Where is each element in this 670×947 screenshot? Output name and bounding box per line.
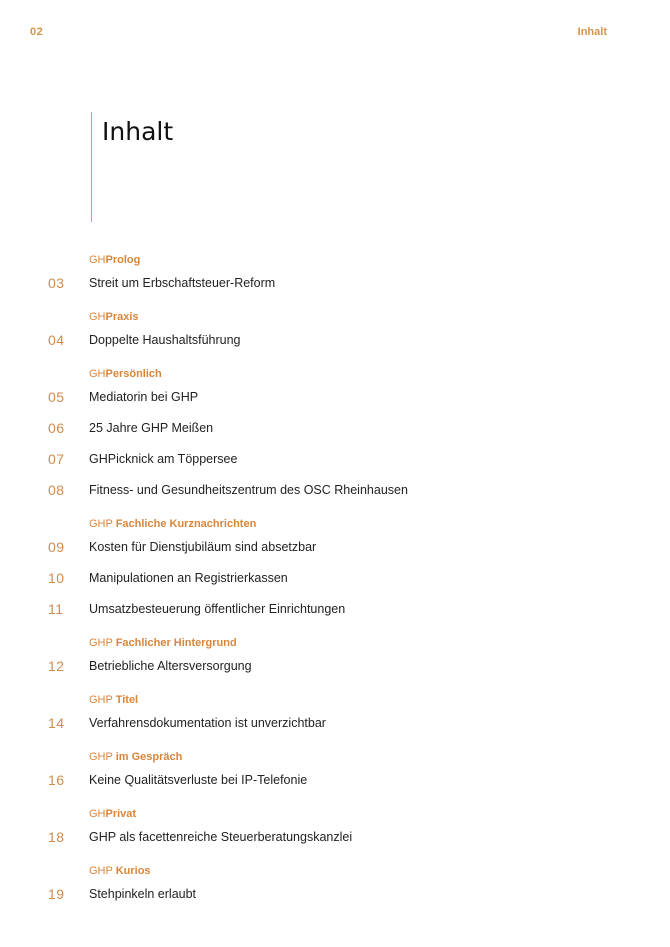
toc-entry[interactable] — [0, 535, 670, 566]
section-heading — [0, 860, 670, 882]
toc-entry-page-number: 19 — [48, 886, 65, 902]
toc-entry-title: Keine Qualitätsverluste bei IP-Telefonie — [89, 773, 308, 787]
section-heading-name: Praxis — [105, 311, 139, 323]
toc-entry-title: Fitness- und Gesundheitszentrum des OSC Rheinhausen — [89, 483, 408, 497]
section-heading-prefix: GHP — [89, 518, 116, 530]
section-heading-name: Kurios — [115, 865, 151, 877]
toc-entry-title: Betriebliche Altersversorgung — [89, 659, 252, 673]
toc-entry-title: Mediatorin bei GHP — [89, 390, 199, 404]
toc-section — [0, 513, 670, 632]
toc-entry-page-number: 06 — [48, 420, 65, 436]
toc-entry-page-number: 18 — [48, 829, 65, 845]
toc-section — [0, 803, 670, 860]
toc-entry-page-number: 04 — [48, 332, 65, 348]
toc-entry[interactable] — [0, 711, 670, 742]
toc-entry-title: Manipulationen an Registrierkassen — [89, 571, 288, 585]
toc-entry-page-number: 12 — [48, 658, 65, 674]
section-spacer — [0, 913, 670, 917]
toc-entry-page-number: 03 — [48, 275, 65, 291]
section-heading-name: Prolog — [105, 254, 141, 266]
toc-entry-title: Umsatzbesteuerung öffentlicher Einrichtungen — [89, 602, 346, 616]
section-heading — [0, 746, 670, 768]
section-heading — [0, 689, 670, 711]
section-heading-prefix: GH — [89, 368, 106, 380]
section-heading-prefix: GHP — [89, 751, 116, 763]
running-title: Inhalt — [577, 26, 607, 38]
section-heading-prefix: GHP — [89, 865, 116, 877]
toc-entry[interactable] — [0, 416, 670, 447]
toc-entry-title: GHPicknick am Töppersee — [89, 452, 238, 466]
toc-entry[interactable] — [0, 654, 670, 685]
toc-entry[interactable] — [0, 882, 670, 913]
section-heading-name: Fachliche Kurznachrichten — [115, 518, 257, 530]
section-heading-prefix: GH — [89, 254, 106, 266]
toc-entry[interactable] — [0, 566, 670, 597]
toc-entry-title: Stehpinkeln erlaubt — [89, 887, 197, 901]
table-of-contents — [0, 249, 670, 917]
section-heading-name: Persönlich — [105, 368, 162, 380]
toc-entry-page-number: 14 — [48, 715, 65, 731]
toc-entry-title: 25 Jahre GHP Meißen — [89, 421, 214, 435]
toc-entry-page-number: 10 — [48, 570, 65, 586]
toc-section — [0, 249, 670, 306]
section-heading — [0, 306, 670, 328]
toc-entry-page-number: 11 — [48, 601, 64, 617]
section-heading — [0, 363, 670, 385]
toc-entry[interactable] — [0, 478, 670, 509]
toc-entry[interactable] — [0, 385, 670, 416]
toc-section — [0, 746, 670, 803]
toc-section — [0, 306, 670, 363]
toc-entry-page-number: 07 — [48, 451, 65, 467]
toc-entry[interactable] — [0, 768, 670, 799]
page-title: Inhalt — [102, 117, 174, 146]
toc-section — [0, 632, 670, 689]
toc-entry-title: Kosten für Dienstjubiläum sind absetzbar — [89, 540, 317, 554]
toc-entry-title: GHP als facettenreiche Steuerberatungskanzlei — [89, 830, 353, 844]
page-number: 02 — [30, 26, 44, 38]
toc-entry-page-number: 09 — [48, 539, 65, 555]
toc-entry-title: Streit um Erbschaftsteuer-Reform — [89, 276, 276, 290]
section-heading-prefix: GHP — [89, 694, 116, 706]
toc-entry-title: Doppelte Haushaltsführung — [89, 333, 241, 347]
toc-entry[interactable] — [0, 597, 670, 628]
toc-entry[interactable] — [0, 271, 670, 302]
section-heading — [0, 513, 670, 535]
toc-entry-page-number: 05 — [48, 389, 65, 405]
section-heading-name: im Gespräch — [115, 751, 183, 763]
toc-entry-page-number: 08 — [48, 482, 65, 498]
section-heading-prefix: GHP — [89, 637, 116, 649]
section-heading-name: Fachlicher Hintergrund — [115, 637, 237, 649]
section-heading-name: Titel — [115, 694, 139, 706]
toc-entry[interactable] — [0, 447, 670, 478]
toc-entry-page-number: 16 — [48, 772, 65, 788]
section-heading — [0, 249, 670, 271]
toc-entry[interactable] — [0, 328, 670, 359]
section-heading-prefix: GH — [89, 808, 106, 820]
section-heading-name: Privat — [105, 808, 137, 820]
toc-section — [0, 860, 670, 917]
toc-section — [0, 363, 670, 513]
toc-section — [0, 689, 670, 746]
section-heading — [0, 632, 670, 654]
title-rule — [91, 112, 92, 222]
toc-entry-title: Verfahrensdokumentation ist unverzichtbar — [89, 716, 326, 730]
section-heading — [0, 803, 670, 825]
section-heading-prefix: GH — [89, 311, 106, 323]
toc-entry[interactable] — [0, 825, 670, 856]
